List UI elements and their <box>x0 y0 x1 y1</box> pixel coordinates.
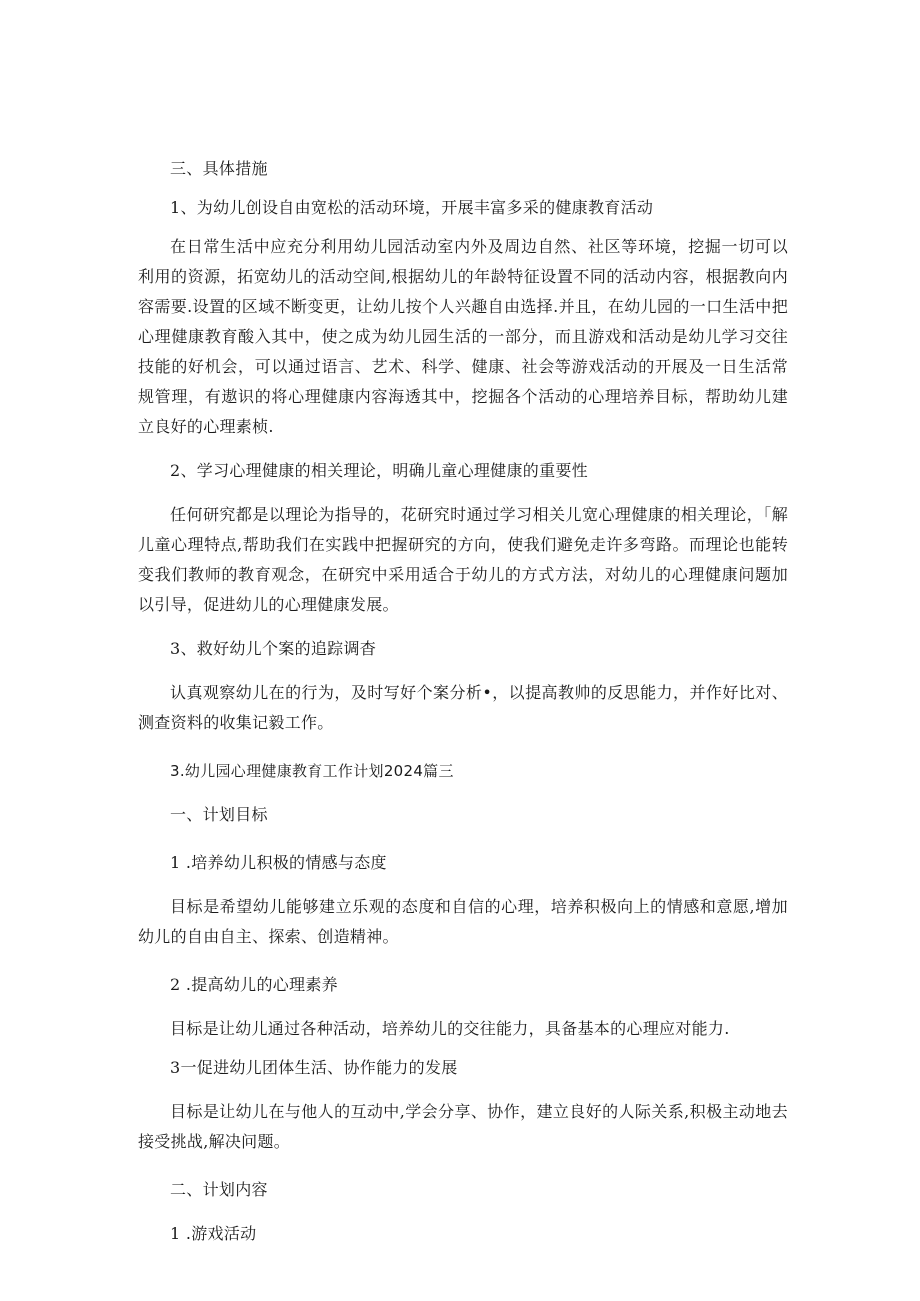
document-body <box>138 154 788 1249</box>
paragraph-goal-1: 目标是希望幼儿能够建立乐观的态度和自信的心理，培养积极向上的情感和意愿,增加幼儿的自由自主、探索、创造精神。 <box>138 897 788 946</box>
subheading-measure-3: 3、救好幼儿个案的追踪调杳 <box>170 639 377 658</box>
section-heading-specific-measures: 三、具体措施 <box>170 159 268 178</box>
paragraph-measure-1: 在日常生活中应充分利用幼儿园活动室内外及周边自然、社区等环境，挖掘一切可以利用的资源，拓宽幼儿的活动空间,根据幼儿的年龄特征设置不同的活动内容，根据教向内容需要.设置的区域不断变更，让幼儿按个人兴趣自由选择.并且，在幼儿园的一口生活中把心理健康教育酸入其中，使之成为幼儿园生活的一部分，而且游戏和活动是幼儿学习交往技能的好机会，可以通过语言、艺术、科学、健康、社会等游戏活动的开展及一日生活常规管理，有遨识的将心理健康内容海透其中，挖掘各个活动的心理培养目标，帮助幼儿建立良好的心理素桢. <box>138 237 788 436</box>
paragraph-goal-3: 目标是让幼儿在与他人的互动中,学会分享、协作，建立良好的人际关系,积极主动地去接受挑战,解决问题。 <box>138 1102 788 1151</box>
subheading-goal-1: 1 .培养幼儿积极的情感与态度 <box>170 853 387 872</box>
paragraph-measure-2: 任何研究都是以理论为指导的，花研究时通过学习相关儿宽心理健康的相关理论，「解儿童心理特点,帮助我们在实践中把握研究的方向，使我们避免走许多弯路。而理论也能转变我们教师的教育观念，在研究中采用适合于幼儿的方式方法，对幼儿的心理健康问题加以引导，促进幼儿的心理健康发展。 <box>138 505 788 614</box>
paragraph-measure-3: 认真观察幼儿在的行为，及时写好个案分析•，以提高教帅的反思能力，并作好比对、测查资料的收集记毅工作。 <box>138 683 788 732</box>
subheading-goal-3: 3一促进幼儿团体生活、协作能力的发展 <box>170 1058 458 1077</box>
paragraph-goal-2: 目标是让幼儿通过各种活动，培养幼儿的交往能力，具备基本的心理应对能力. <box>170 1019 730 1038</box>
section-heading-plan-goals: 一、计划目标 <box>170 805 268 824</box>
article-title-part-three: 3.幼儿园心理健康教育工作计划2024篇三 <box>170 762 454 780</box>
subheading-game-activities: 1 .游戏活动 <box>170 1224 257 1243</box>
subheading-measure-2: 2、学习心理健康的相关理论，明确儿童心理健康的重要性 <box>170 461 588 480</box>
section-heading-plan-content: 二、计划内容 <box>170 1180 268 1199</box>
subheading-measure-1: 1、为幼儿创设自由宽松的活动环境，开展丰富多采的健康教育活动 <box>170 198 654 217</box>
subheading-goal-2: 2 .提高幼儿的心理素养 <box>170 975 338 994</box>
